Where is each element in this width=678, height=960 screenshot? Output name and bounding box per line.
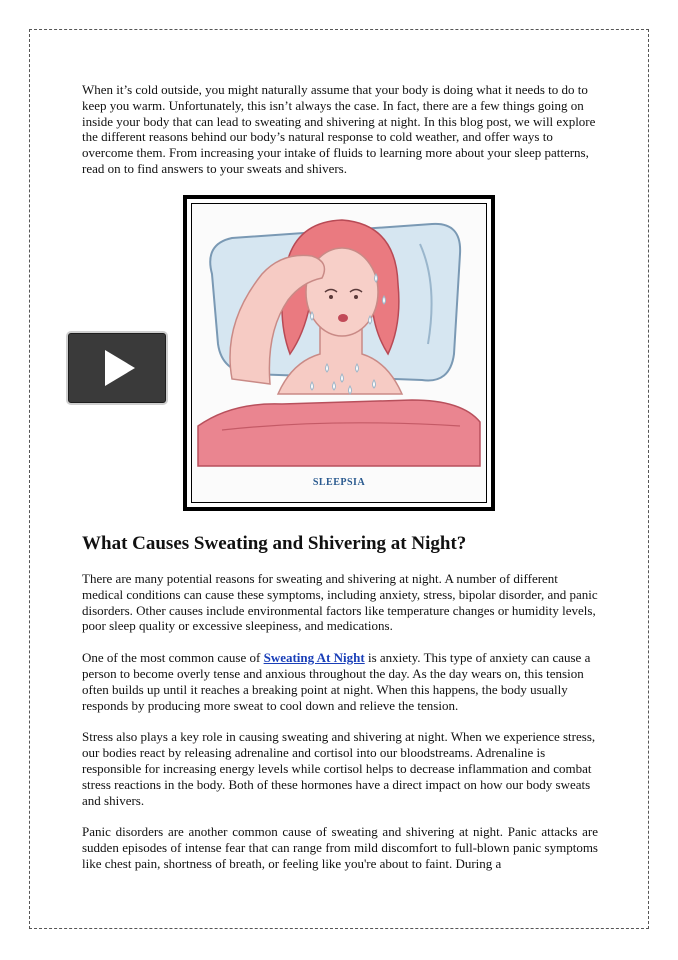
blanket: [198, 400, 480, 466]
sleepsia-logo: SLEEPSIA: [312, 477, 366, 488]
paragraph-panic: Panic disorders are another common cause of sweating and shivering at night. Panic attacks are sudden episodes of intense fear that can range from mild discomfort to full-blown panic symptoms like chest pain, shortness of breath, or feeling like you're about to faint. During a: [82, 824, 598, 871]
illustration-svg: [192, 204, 486, 502]
paragraph-anxiety-rest: is anxiety. This type of anxiety can cause a person to become overly tense and anxious throughout the day. As the day wears on, this tension often builds up until it reaches a breaking point at night. When this happens, the body usually responds by producing more sweat to cool down and relieve the tension.: [82, 650, 591, 713]
illustration-frame: [183, 195, 495, 511]
play-icon: [69, 334, 165, 402]
paragraph-causes: There are many potential reasons for sweating and shivering at night. A number of different medical conditions can cause these symptoms, including anxiety, stress, bipolar disorder, and panic disorders. Other causes include environmental factors like temperature changes or humidity levels, poor sleep quality or excessive sleepiness, and medications.: [82, 571, 598, 634]
mouth: [338, 314, 348, 322]
paragraph-stress: Stress also plays a key role in causing sweating and shivering at night. When we experience stress, our bodies react by releasing adrenaline and cortisol into our bloodstreams. Adrenaline is responsible for increasing energy levels while cortisol helps to decrease inflammation and combat stress reactions in the body. Both of these hormones have a direct impact on how our body sweats and shivers.: [82, 729, 596, 808]
section-heading: What Causes Sweating and Shivering at Night?: [82, 533, 467, 554]
article-body: [82, 571, 598, 888]
sweating-woman-illustration: [191, 203, 487, 503]
play-button[interactable]: [68, 333, 166, 403]
paragraph-anxiety-lead: One of the most common cause of: [82, 650, 264, 666]
paragraph-anxiety: [82, 650, 598, 713]
intro-section: [82, 82, 598, 177]
intro-paragraph: When it’s cold outside, you might naturally assume that your body is doing what it needs to do to keep you warm. Unfortunately, this isn’t always the case. In fact, there are a few things going on inside your body that can lead to sweating and shivering at night. In this blog post, we will explore the different reasons behind our body’s natural response to cold weather, and offer ways to overcome them. From increasing your intake of fluids to learning more about your sleep patterns, read on to find answers to your sweats and shivers.: [82, 82, 596, 176]
sweating-at-night-link[interactable]: Sweating At Night: [263, 650, 365, 666]
